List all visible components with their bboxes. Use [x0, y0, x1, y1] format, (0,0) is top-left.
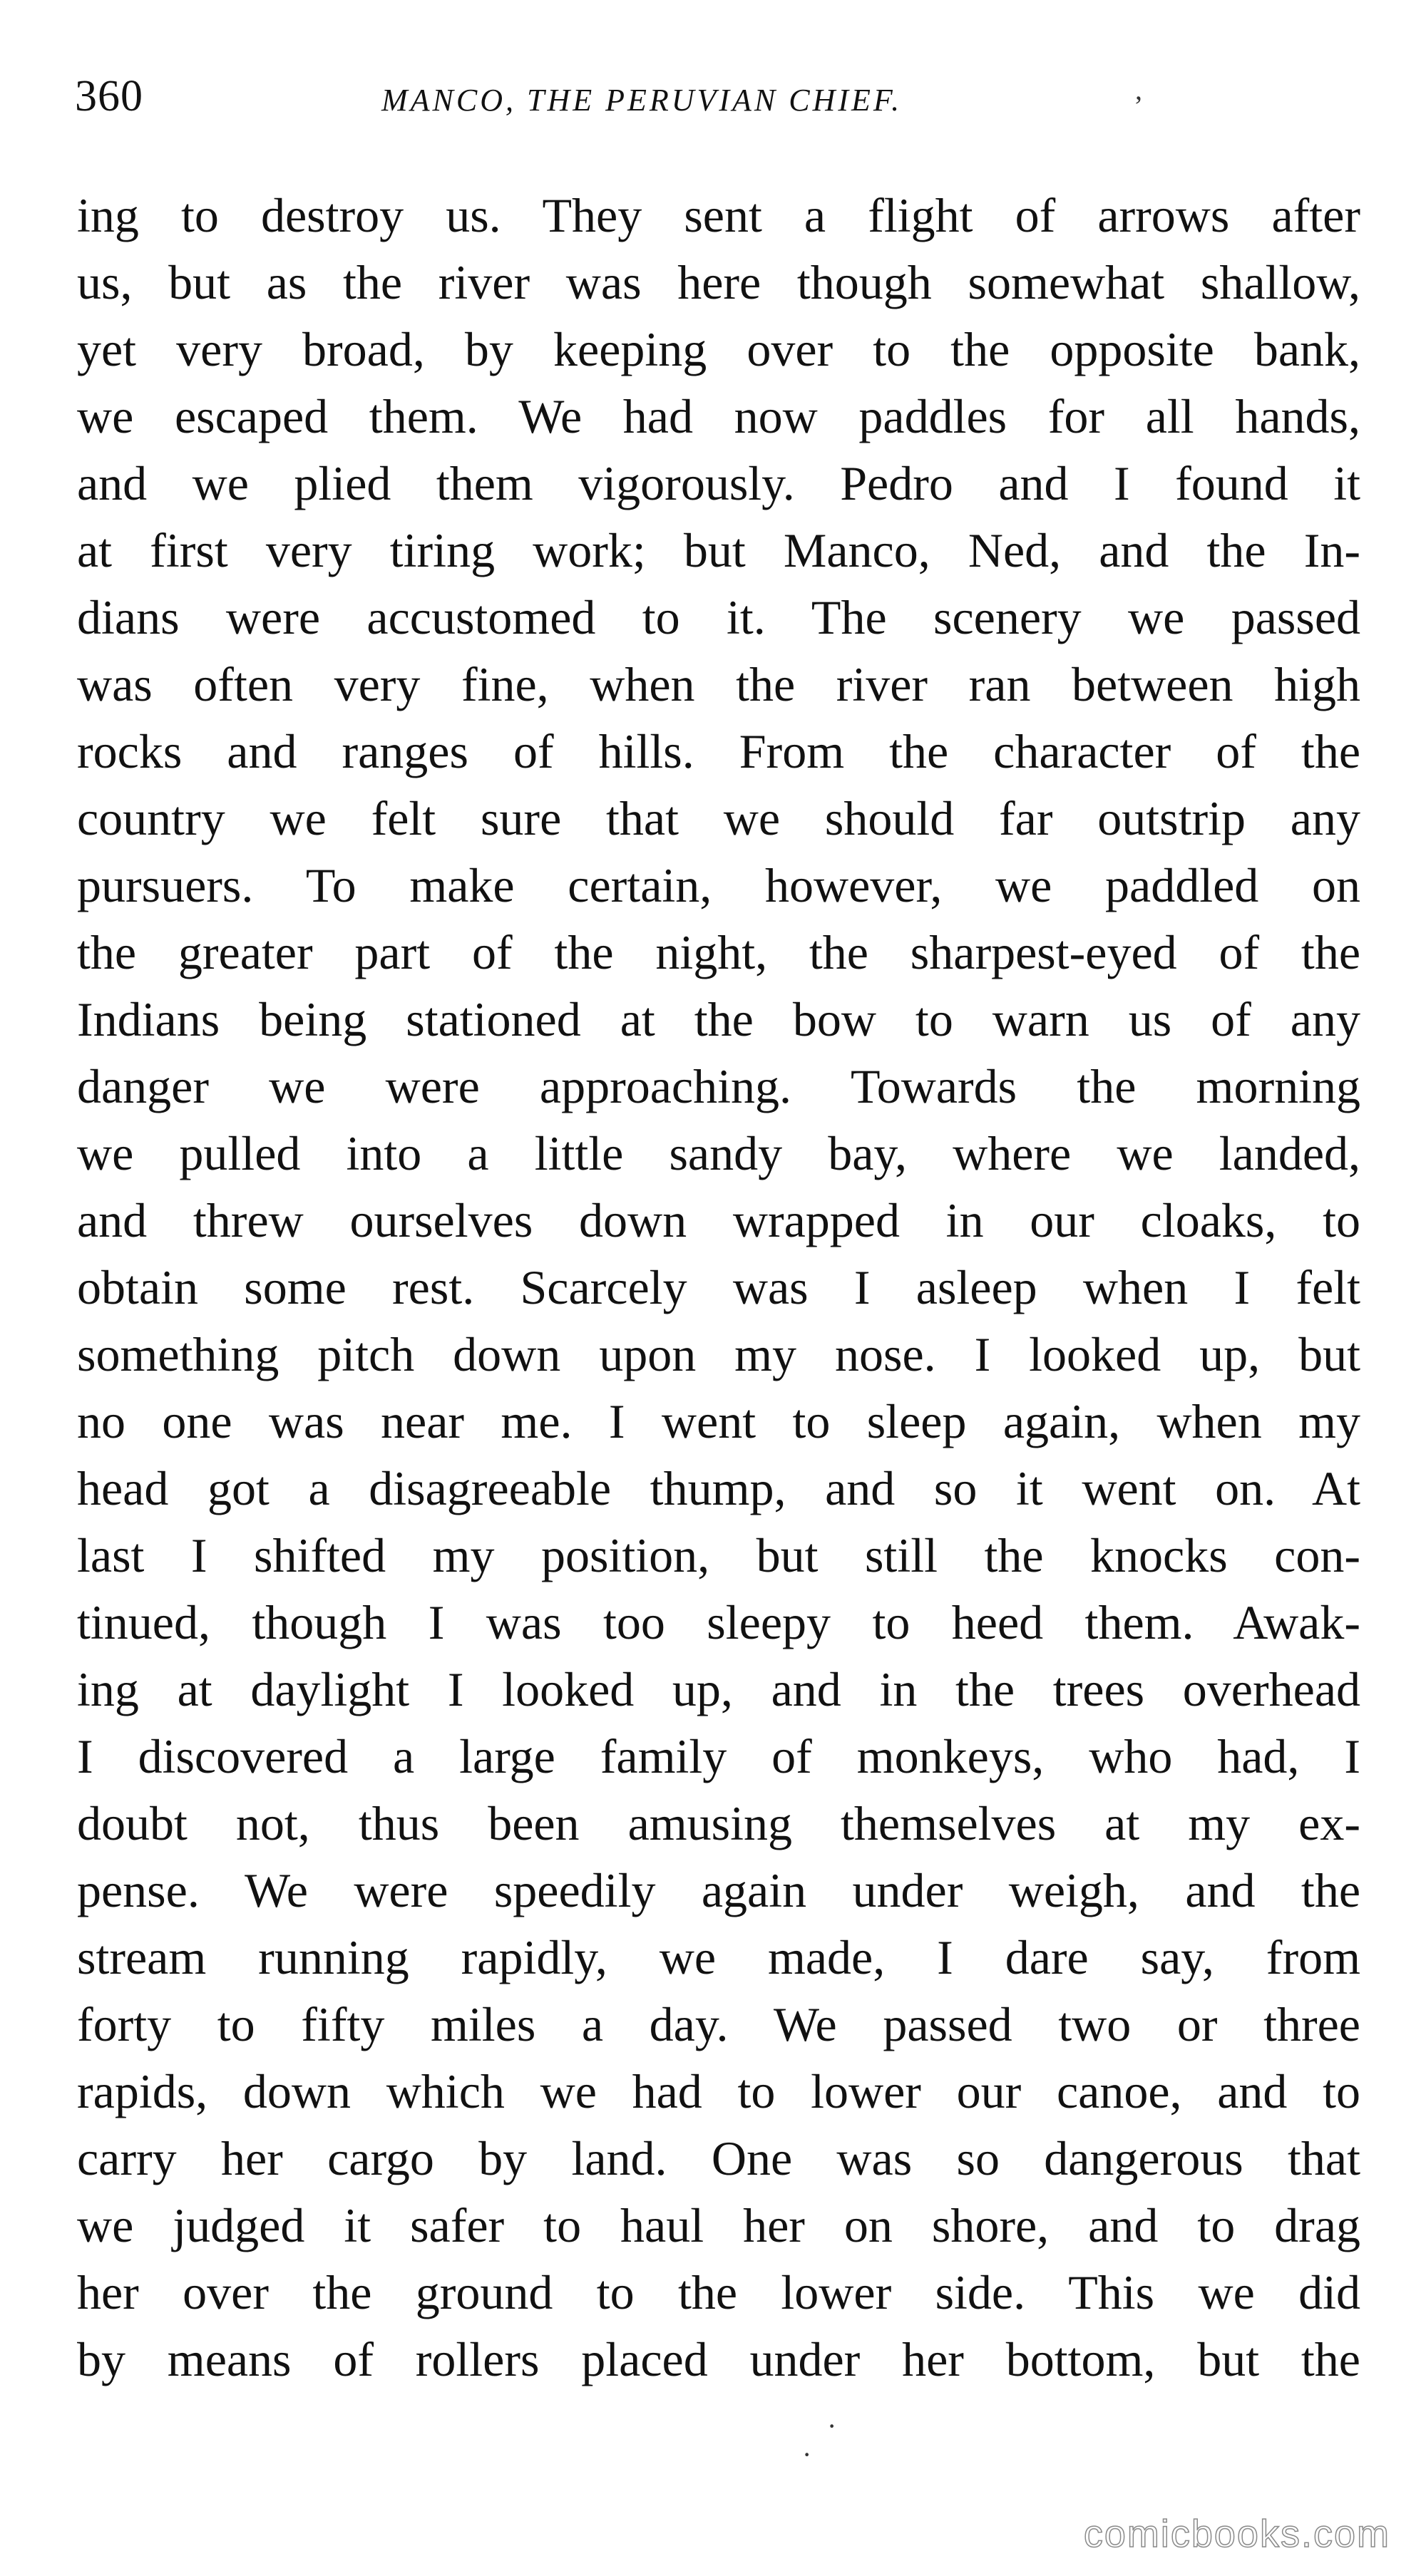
print-speck: ’ — [1134, 90, 1144, 122]
text-line: rocks and ranges of hills. From the character of the — [77, 724, 1360, 778]
page-header — [75, 64, 1362, 128]
text-line: danger we were approaching. Towards the morning — [77, 1059, 1360, 1113]
running-head: MANCO, THE PERUVIAN CHIEF. — [381, 83, 903, 118]
text-line: yet very broad, by keeping over to the opposite bank, — [77, 322, 1360, 376]
text-line: dians were accustomed to it. The scenery we passed — [77, 590, 1360, 644]
text-line: obtain some rest. Scarcely was I asleep when I felt — [77, 1260, 1360, 1314]
text-line: by means of rollers placed under her bottom, but the — [77, 2332, 1360, 2386]
text-line: and threw ourselves down wrapped in our cloaks, to — [77, 1193, 1360, 1247]
text-line: I discovered a large family of monkeys, who had, I — [77, 1729, 1360, 1783]
text-line: no one was near me. I went to sleep again, when my — [77, 1394, 1360, 1448]
text-line: ing to destroy us. They sent a flight of arrows after — [77, 188, 1360, 242]
text-line: pursuers. To make certain, however, we paddled on — [77, 858, 1360, 912]
page-number: 360 — [75, 72, 143, 120]
text-line: and we plied them vigorously. Pedro and I found it — [77, 456, 1360, 510]
text-line: ing at daylight I looked up, and in the trees overhead — [77, 1662, 1360, 1716]
print-speck: · — [802, 2438, 812, 2471]
text-line: we escaped them. We had now paddles for all hands, — [77, 389, 1360, 443]
text-line: we pulled into a little sandy bay, where we landed, — [77, 1126, 1360, 1180]
text-line: Indians being stationed at the bow to warn us of any — [77, 992, 1360, 1046]
text-line: us, but as the river was here though somewhat shallow, — [77, 255, 1360, 309]
body-text — [77, 182, 1360, 2393]
text-line: country we felt sure that we should far outstrip any — [77, 791, 1360, 845]
text-line: pense. We were speedily again under weigh, and the — [77, 1863, 1360, 1917]
text-line: something pitch down upon my nose. I looked up, but — [77, 1327, 1360, 1381]
text-line: the greater part of the night, the sharpest-eyed of the — [77, 925, 1360, 979]
text-line: her over the ground to the lower side. This we did — [77, 2265, 1360, 2319]
text-line: at first very tiring work; but Manco, Ned, and the In- — [77, 523, 1360, 577]
watermark-text: comicbooks.com — [1083, 2513, 1390, 2555]
text-line: doubt not, thus been amusing themselves at my ex- — [77, 1796, 1360, 1850]
text-line: we judged it safer to haul her on shore, and to drag — [77, 2198, 1360, 2252]
text-line: rapids, down which we had to lower our canoe, and to — [77, 2064, 1360, 2118]
text-line: head got a disagreeable thump, and so it went on. At — [77, 1461, 1360, 1515]
text-line: carry her cargo by land. One was so dangerous that — [77, 2131, 1360, 2185]
text-line: stream running rapidly, we made, I dare say, from — [77, 1930, 1360, 1984]
text-line: tinued, though I was too sleepy to heed them. Awak- — [77, 1595, 1360, 1649]
text-line: forty to fifty miles a day. We passed two or three — [77, 1997, 1360, 2051]
print-speck: · — [827, 2410, 837, 2442]
text-line: was often very fine, when the river ran between high — [77, 657, 1360, 711]
text-line: last I shifted my position, but still the knocks con- — [77, 1528, 1360, 1582]
